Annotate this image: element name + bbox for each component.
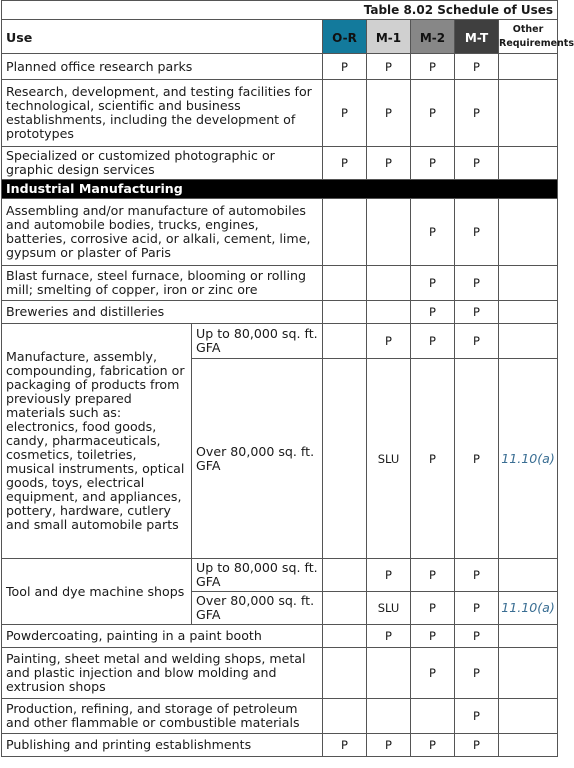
- permit-cell: P: [411, 54, 455, 80]
- permit-cell: P: [411, 592, 455, 625]
- permit-cell: P: [411, 266, 455, 301]
- size-condition-cell: Up to 80,000 sq. ft. GFA: [192, 559, 323, 592]
- other-cell: [499, 625, 558, 648]
- permit-cell: P: [411, 147, 455, 180]
- table-row: [2, 54, 558, 80]
- permit-cell: P: [323, 54, 367, 80]
- permit-cell: [323, 301, 367, 324]
- permit-cell: [323, 648, 367, 699]
- use-cell: Manufacture, assembly, compounding, fabrication or packaging of products from previously prepared materials such as: electronics, food goods, candy, pharmaceuticals, cosmetics, toiletries, musical instruments, optical goods, toys, electrical equipment, and appliances, pottery, hardware, cutlery and small automobile parts: [2, 324, 192, 559]
- permit-cell: P: [455, 301, 499, 324]
- permit-cell: [367, 199, 411, 266]
- permit-cell: [323, 625, 367, 648]
- table-title: Table 8.02 Schedule of Uses: [2, 1, 558, 20]
- other-cell: [499, 80, 558, 147]
- permit-cell: P: [323, 80, 367, 147]
- use-cell: Assembling and/or manufacture of automobiles and automobile bodies, trucks, engines, batteries, corrosive acid, or alkali, cement, lime, gypsum or plaster of Paris: [2, 199, 323, 266]
- permit-cell: SLU: [367, 592, 411, 625]
- permit-cell: [367, 266, 411, 301]
- zone-header-mt: M-T: [455, 20, 499, 54]
- table-row: [2, 625, 558, 648]
- other-cell: [499, 301, 558, 324]
- permit-cell: [323, 199, 367, 266]
- other-cell: [499, 147, 558, 180]
- permit-cell: P: [411, 648, 455, 699]
- permit-cell: P: [455, 592, 499, 625]
- table-row: [2, 699, 558, 734]
- use-cell: Publishing and printing establishments: [2, 734, 323, 757]
- permit-cell: P: [455, 734, 499, 757]
- section-heading: Industrial Manufacturing: [2, 180, 558, 199]
- other-cell: [499, 559, 558, 592]
- permit-cell: P: [367, 559, 411, 592]
- size-condition-cell: Up to 80,000 sq. ft. GFA: [192, 324, 323, 359]
- table-row: [2, 324, 558, 359]
- zone-header-or: O-R: [323, 20, 367, 54]
- other-cell: [499, 199, 558, 266]
- permit-cell: [323, 699, 367, 734]
- permit-cell: P: [455, 699, 499, 734]
- permit-cell: [411, 699, 455, 734]
- permit-cell: P: [367, 625, 411, 648]
- table-row: [2, 734, 558, 757]
- permit-cell: P: [455, 324, 499, 359]
- permit-cell: P: [411, 301, 455, 324]
- schedule-of-uses-table: [1, 0, 574, 757]
- permit-cell: P: [323, 734, 367, 757]
- permit-cell: P: [455, 359, 499, 559]
- size-condition-cell: Over 80,000 sq. ft. GFA: [192, 359, 323, 559]
- permit-cell: P: [455, 648, 499, 699]
- permit-cell: P: [367, 147, 411, 180]
- table-row: [2, 301, 558, 324]
- permit-cell: [367, 648, 411, 699]
- zone-header-m1: M-1: [367, 20, 411, 54]
- other-cell: [499, 266, 558, 301]
- use-cell: Production, refining, and storage of petroleum and other flammable or combustible materials: [2, 699, 323, 734]
- permit-cell: P: [455, 80, 499, 147]
- other-cell: [499, 699, 558, 734]
- permit-cell: P: [411, 80, 455, 147]
- table-row: [2, 199, 558, 266]
- permit-cell: [323, 359, 367, 559]
- table-row: [2, 147, 558, 180]
- other-requirement-ref: 11.10(a): [499, 592, 558, 625]
- table-row: [2, 559, 558, 592]
- other-cell: [499, 324, 558, 359]
- permit-cell: [323, 592, 367, 625]
- use-cell: Tool and dye machine shops: [2, 559, 192, 625]
- permit-cell: P: [455, 147, 499, 180]
- other-cell: [499, 54, 558, 80]
- permit-cell: P: [367, 734, 411, 757]
- permit-cell: P: [411, 559, 455, 592]
- permit-cell: P: [411, 359, 455, 559]
- use-header: Use: [2, 20, 323, 54]
- permit-cell: P: [411, 625, 455, 648]
- permit-cell: P: [455, 199, 499, 266]
- use-cell: Painting, sheet metal and welding shops, metal and plastic injection and blow molding and extrusion shops: [2, 648, 323, 699]
- use-cell: Blast furnace, steel furnace, blooming or rolling mill; smelting of copper, iron or zinc ore: [2, 266, 323, 301]
- permit-cell: P: [367, 324, 411, 359]
- permit-cell: P: [367, 54, 411, 80]
- header-row: [2, 20, 558, 54]
- permit-cell: [367, 699, 411, 734]
- other-requirements-header: Other Requirements: [499, 20, 558, 54]
- table-row: [2, 80, 558, 147]
- zone-header-m2: M-2: [411, 20, 455, 54]
- permit-cell: [323, 266, 367, 301]
- permit-cell: P: [367, 80, 411, 147]
- permit-cell: P: [411, 199, 455, 266]
- other-cell: [499, 734, 558, 757]
- permit-cell: [323, 559, 367, 592]
- use-cell: Planned office research parks: [2, 54, 323, 80]
- permit-cell: P: [411, 324, 455, 359]
- table-row: [2, 266, 558, 301]
- permit-cell: [323, 324, 367, 359]
- use-cell: Research, development, and testing facilities for technological, scientific and business establishments, including the development of prototypes: [2, 80, 323, 147]
- table-title-row: [2, 1, 558, 20]
- permit-cell: P: [455, 625, 499, 648]
- other-cell: [499, 648, 558, 699]
- permit-cell: [367, 301, 411, 324]
- use-cell: Specialized or customized photographic or graphic design services: [2, 147, 323, 180]
- size-condition-cell: Over 80,000 sq. ft. GFA: [192, 592, 323, 625]
- section-row: [2, 180, 558, 199]
- permit-cell: SLU: [367, 359, 411, 559]
- permit-cell: P: [455, 266, 499, 301]
- permit-cell: P: [455, 54, 499, 80]
- use-cell: Powdercoating, painting in a paint booth: [2, 625, 323, 648]
- table-row: [2, 648, 558, 699]
- permit-cell: P: [323, 147, 367, 180]
- use-cell: Breweries and distilleries: [2, 301, 323, 324]
- other-requirement-ref: 11.10(a): [499, 359, 558, 559]
- permit-cell: P: [411, 734, 455, 757]
- permit-cell: P: [455, 559, 499, 592]
